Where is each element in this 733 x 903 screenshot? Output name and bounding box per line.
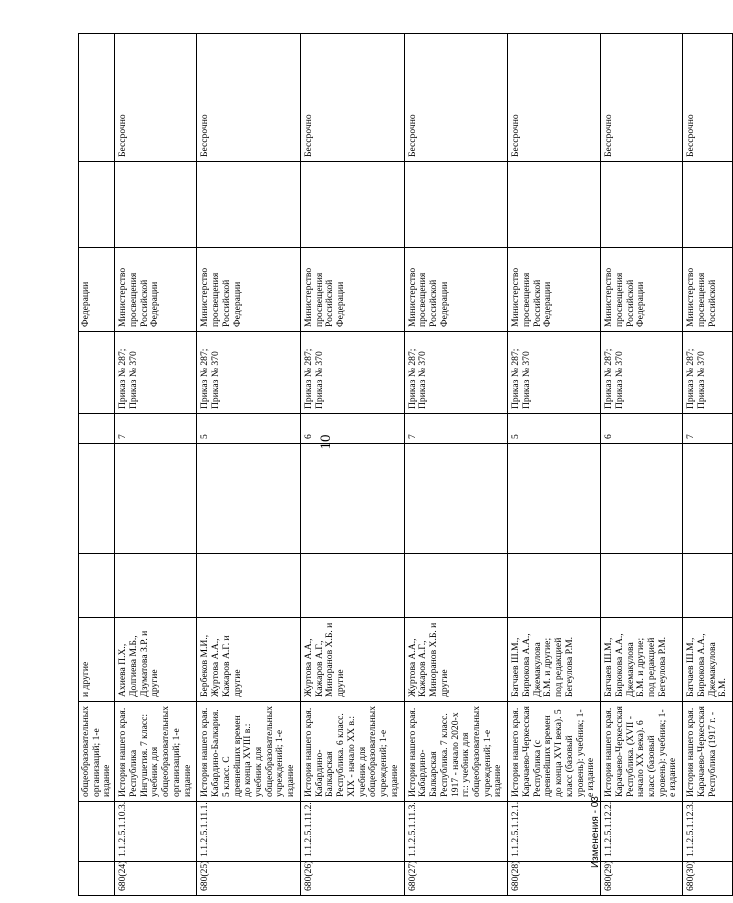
- title-cell: История нашего края. Карачаево-Черкесская Республика (с древнейших времен до конца XVI века). 5 класс (базовый уровень): учебник; 1-е издание: [508, 702, 601, 802]
- rotated-table-container: [78, 34, 729, 896]
- row-number-cell: 680(26): [300, 862, 404, 896]
- grade-cell: 7: [115, 414, 197, 444]
- empty-cell: [601, 162, 683, 248]
- empty-cell: [115, 162, 197, 248]
- empty-cell: [404, 444, 508, 554]
- table-row: [300, 34, 404, 896]
- title-cell: История нашего края. Карачаево-Черкесская Республика. (XVII - начало XX века). 6 класс (базовый уровень): учебник; 1-е издание: [601, 702, 683, 802]
- header-cell: общеобразовательных организаций; 1-е издание: [79, 702, 115, 802]
- authors-cell: Батчаев Ш.М., Бирюкова А.А., Джемакулова Б.М. и другие; под редакцией Бегеулова Р.М.: [601, 618, 683, 702]
- ministry-cell: Министерство просвещения Российской: [683, 248, 733, 332]
- title-cell: История нашего края. Карачаево-Черкесская Республика (1917 г. -: [683, 702, 733, 802]
- row-number-cell: 680(28): [508, 862, 601, 896]
- authors-cell: Журтова А.А., Кажаров А.Г., Миноранов Х.Б. и другие: [300, 618, 404, 702]
- title-cell: История нашего края. Кабардино-Балкарская Республика. 7 класс. 1917 - начало 2020-х гг.: учебник для общеобразовательных учреждений; 1-е издание: [404, 702, 508, 802]
- table-row: [508, 34, 601, 896]
- code-cell: 1.1.2.5.1.12.2.: [601, 802, 683, 862]
- table-row: [404, 34, 508, 896]
- empty-cell: [300, 554, 404, 618]
- header-cell: Федерации: [79, 248, 115, 332]
- grade-cell: 5: [508, 414, 601, 444]
- authors-cell: Ахиева П.Х., Долгиева М.Б., Дзуматова З.Р. и другие: [115, 618, 197, 702]
- empty-cell: [115, 554, 197, 618]
- empty-cell: [683, 162, 733, 248]
- empty-cell: [300, 444, 404, 554]
- empty-cell: [601, 444, 683, 554]
- row-number-cell: 680(25): [197, 862, 301, 896]
- term-cell: Бессрочно: [404, 34, 508, 162]
- empty-cell: [683, 554, 733, 618]
- empty-cell: [197, 554, 301, 618]
- code-cell: 1.1.2.5.1.11.2.: [300, 802, 404, 862]
- title-cell: История нашего края. Кабардино-Балкарская Республика. 6 класс. XIX - начало XX в.: учебник для общеобразовательных учреждений; 1-е издание: [300, 702, 404, 802]
- ministry-cell: Министерство просвещения Российской Федерации: [508, 248, 601, 332]
- empty-cell: [300, 162, 404, 248]
- empty-cell: [197, 162, 301, 248]
- code-cell: 1.1.2.5.1.12.3.: [683, 802, 733, 862]
- ministry-cell: Министерство просвещения Российской Федерации: [601, 248, 683, 332]
- term-cell: Бессрочно: [601, 34, 683, 162]
- empty-cell: [683, 444, 733, 554]
- authors-cell: Батчаев Ш.М., Бирюкова А.А., Джемакулова Б.М. и другие; под редакцией Бегеулова Р.М.: [508, 618, 601, 702]
- grade-cell: 6: [601, 414, 683, 444]
- header-cell: [79, 862, 115, 896]
- header-cell: [79, 802, 115, 862]
- header-cell: [79, 414, 115, 444]
- header-cell: и другие: [79, 618, 115, 702]
- header-cell: [79, 554, 115, 618]
- row-number-cell: 680(27): [404, 862, 508, 896]
- header-cell: [79, 332, 115, 414]
- ministry-cell: Министерство просвещения Российской Федерации: [197, 248, 301, 332]
- term-cell: Бессрочно: [508, 34, 601, 162]
- empty-cell: [601, 554, 683, 618]
- orders-cell: Приказ № 287; Приказ № 370: [300, 332, 404, 414]
- orders-cell: Приказ № 287; Приказ № 370: [508, 332, 601, 414]
- row-number-cell: 680(30): [683, 862, 733, 896]
- orders-cell: Приказ № 287; Приказ № 370: [197, 332, 301, 414]
- ministry-cell: Министерство просвещения Российской Федерации: [404, 248, 508, 332]
- table-row: [197, 34, 301, 896]
- page-number: 10: [318, 434, 334, 450]
- code-cell: 1.1.2.5.1.11.1.: [197, 802, 301, 862]
- grade-cell: 7: [683, 414, 733, 444]
- empty-cell: [404, 162, 508, 248]
- empty-cell: [404, 554, 508, 618]
- term-cell: Бессрочно: [683, 34, 733, 162]
- orders-cell: Приказ № 287; Приказ № 370: [683, 332, 733, 414]
- row-number-cell: 680(24): [115, 862, 197, 896]
- textbook-register-table: [78, 33, 733, 896]
- orders-cell: Приказ № 287; Приказ № 370: [404, 332, 508, 414]
- authors-cell: Журтова А.А., Кажаров А.Г., Миноранов Х.Б. и другие: [404, 618, 508, 702]
- orders-cell: Приказ № 287; Приказ № 370: [115, 332, 197, 414]
- table-row: [115, 34, 197, 896]
- grade-cell: 5: [197, 414, 301, 444]
- authors-cell: Батчаев Ш.М., Бирюкова А.А., Джемакулова Б.М.: [683, 618, 733, 702]
- ministry-cell: Министерство просвещения Российской Федерации: [300, 248, 404, 332]
- empty-cell: [508, 554, 601, 618]
- code-cell: 1.1.2.5.1.11.3.: [404, 802, 508, 862]
- term-cell: Бессрочно: [115, 34, 197, 162]
- grade-cell: 7: [404, 414, 508, 444]
- row-number-cell: 680(29): [601, 862, 683, 896]
- authors-cell: Бербеков М.И., Журтова А.А., Кажаров А.Г. и другие: [197, 618, 301, 702]
- term-cell: Бессрочно: [197, 34, 301, 162]
- code-cell: 1.1.2.5.1.10.3.: [115, 802, 197, 862]
- title-cell: История нашего края. Кабардино-Балкария. 5 класс. С древнейших времен до конца XVIII в.: учебник для общеобразовательных учреждений; 1-е издание: [197, 702, 301, 802]
- empty-cell: [508, 162, 601, 248]
- empty-cell: [197, 444, 301, 554]
- footer-revision-note: Изменения - 03: [590, 796, 601, 868]
- empty-cell: [508, 444, 601, 554]
- header-cell: [79, 34, 115, 162]
- header-cell: [79, 444, 115, 554]
- term-cell: Бессрочно: [300, 34, 404, 162]
- ministry-cell: Министерство просвещения Российской Федерации: [115, 248, 197, 332]
- grade-cell: 6: [300, 414, 404, 444]
- table-row: [601, 34, 683, 896]
- table-header-row: [79, 34, 115, 896]
- header-cell: [79, 162, 115, 248]
- table-row: [683, 34, 733, 896]
- title-cell: История нашего края. Республика Ингушетия. 7 класс: учебник для общеобразовательных организаций; 1-е издание: [115, 702, 197, 802]
- empty-cell: [115, 444, 197, 554]
- orders-cell: Приказ № 287; Приказ № 370: [601, 332, 683, 414]
- code-cell: 1.1.2.5.1.12.1.: [508, 802, 601, 862]
